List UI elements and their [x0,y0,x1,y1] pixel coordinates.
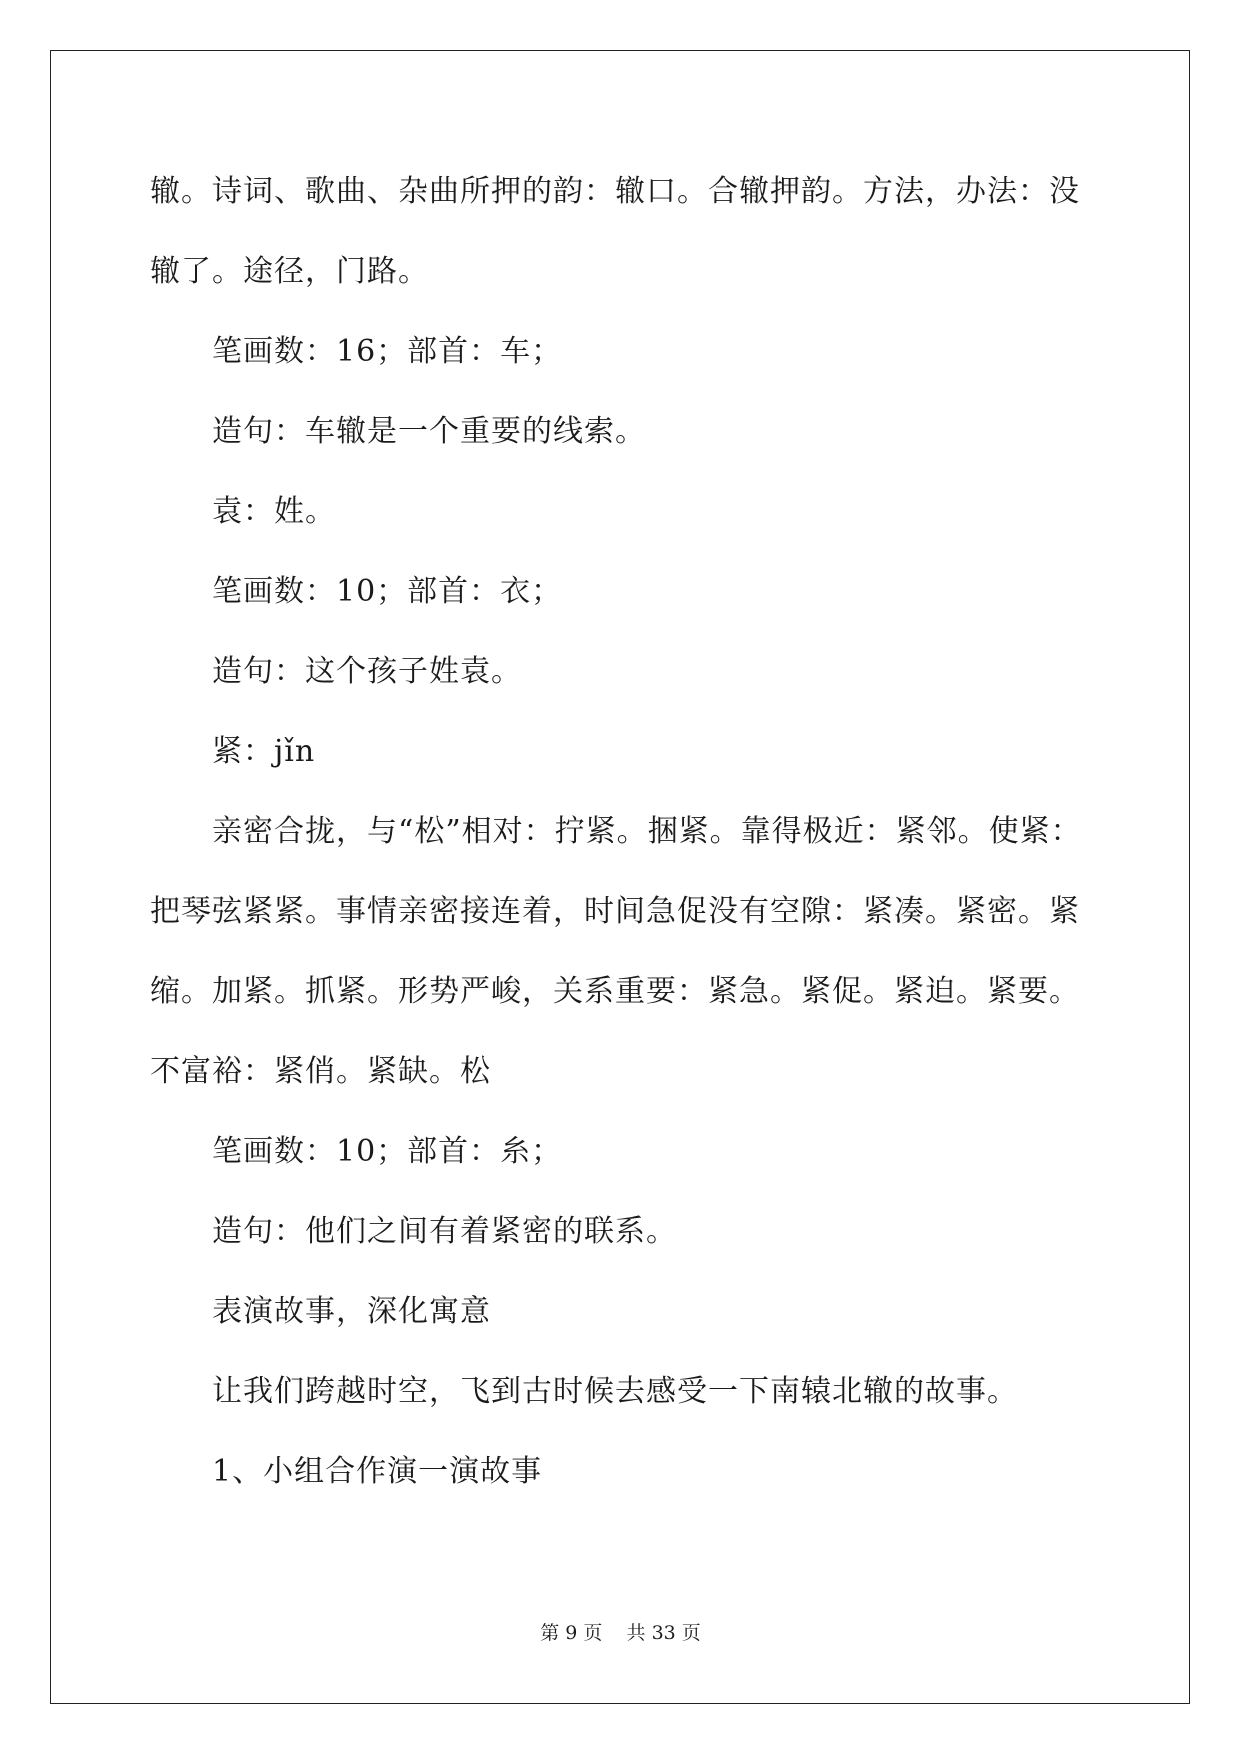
paragraph-example-sentence: 造句：他们之间有着紧密的联系。 [212,1214,677,1249]
paragraph-character-entry: 紧：jǐn [212,734,316,769]
paragraph-stroke-count: 笔画数：16；部首：车； [212,334,563,369]
numbered-item: 1、小组合作演一演故事 [212,1454,543,1489]
paragraph-example-sentence: 造句：这个孩子姓袁。 [212,654,522,689]
text-line-continuation: 把琴弦紧紧。事情亲密接连着，时间急促没有空隙：紧凑。紧密。紧 [150,894,1080,929]
paragraph-example-sentence: 造句：车辙是一个重要的线索。 [212,414,646,449]
page-number-footer: 第 9 页 共 33 页 [540,1622,701,1644]
text-line-continuation: 缩。加紧。抓紧。形势严峻，关系重要：紧急。紧促。紧迫。紧要。 [150,974,1080,1009]
paragraph-body: 让我们跨越时空，飞到古时候去感受一下南辕北辙的故事。 [212,1374,1018,1409]
paragraph-character-entry: 袁：姓。 [212,494,336,529]
text-line-continuation: 辙。诗词、歌曲、杂曲所押的韵：辙口。合辙押韵。方法，办法：没 [150,174,1080,209]
text-line-continuation: 辙了。途径，门路。 [150,254,429,289]
paragraph-stroke-count: 笔画数：10；部首：衣； [212,574,563,609]
section-heading: 表演故事，深化寓意 [212,1294,491,1329]
paragraph-stroke-count: 笔画数：10；部首：糸； [212,1134,563,1169]
text-line-continuation: 不富裕：紧俏。紧缺。松 [150,1054,491,1089]
paragraph-definition: 亲密合拢，与“松”相对：拧紧。捆紧。靠得极近：紧邻。使紧： [212,814,1082,849]
